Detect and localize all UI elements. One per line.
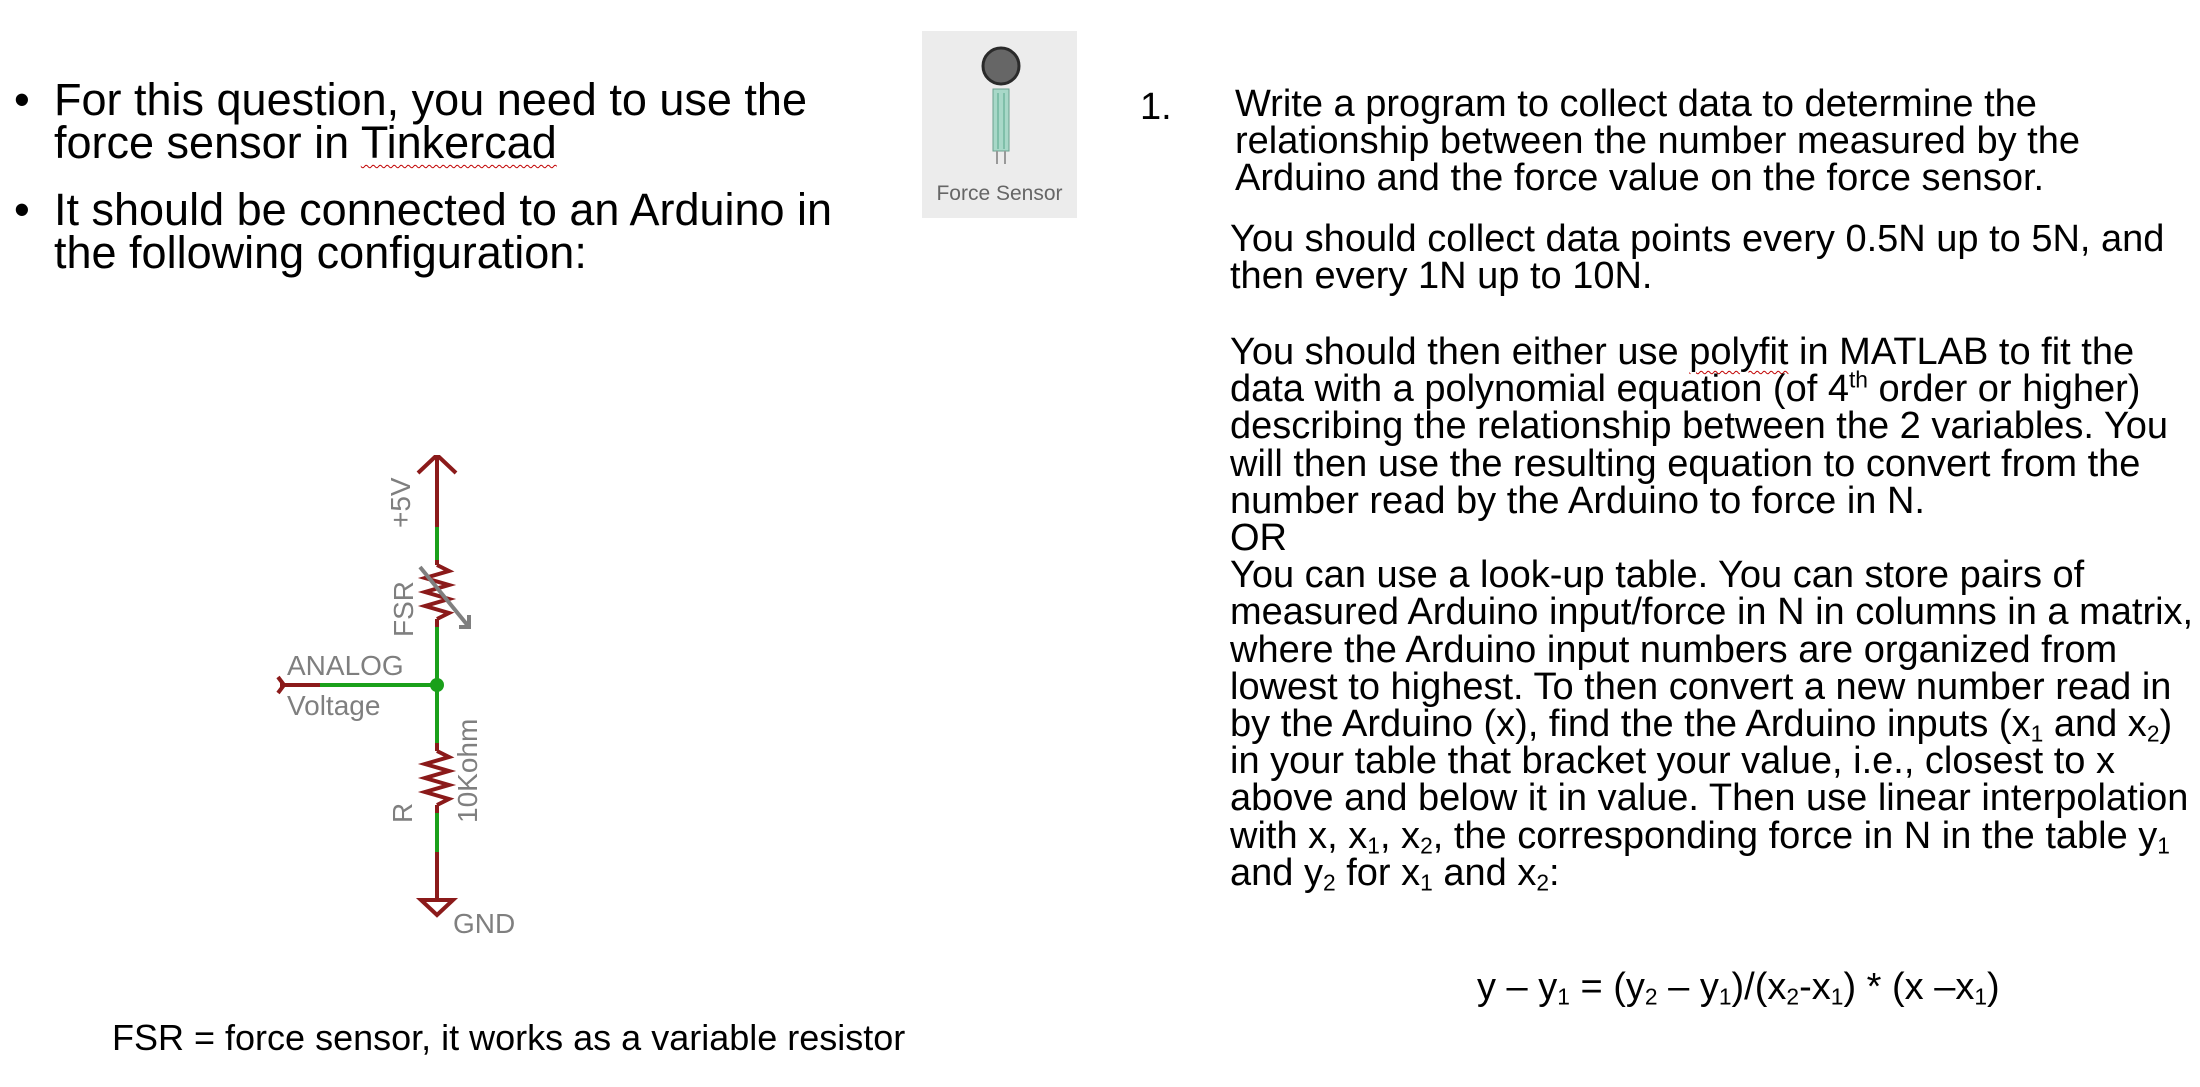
fsr-caption: FSR = force sensor, it works as a variable resistor xyxy=(112,1017,906,1058)
question-body: You should then either use polyfit in MATLAB to fit the data with a polynomial equation (of 4th order or higher) describing the relationship between the 2 variables. You will then use the resulting equation to convert from the number read by the Arduino to force in N. OR You can use a look-up table. You can store pairs of measured Arduino input/force in N in columns in a matrix, where the Arduino input numbers are organized from lowest to highest. To then convert a new number read in by the Arduino (x), find the the Arduino inputs ($x_1$ and $x_2$) in your table that bracket your value, i.e., closest to x above and below it in value. Then use linear interpolation with x, $x_1$, $x_2$, the corresponding force in N in the table $y_1$ and $y_2$ for $x_1$ and $x_2$: xyxy=(1230,331,2194,896)
interpolation-equation: $y - y_1 = (y_2 - y_1)/(x_2-x_1) * (x$ $-x_1$) xyxy=(1477,966,2000,1010)
or-separator: OR xyxy=(1230,517,1287,560)
question-number: 1. xyxy=(1140,86,1172,128)
force-sensor-icon xyxy=(922,31,1077,181)
label-gnd: GND xyxy=(453,908,516,939)
question-paragraph: You should collect data points every 0.5N up to 5N, and then every 1N up to 10N. xyxy=(1230,218,2165,298)
circuit-schematic xyxy=(260,455,580,955)
bullet-item xyxy=(12,74,892,168)
bullet-dot: • xyxy=(14,74,30,125)
fsr-resistor-icon xyxy=(425,565,449,619)
r-resistor-icon xyxy=(425,751,449,805)
polyfit-term: polyfit xyxy=(1689,331,1789,373)
label-supply: +5V xyxy=(385,477,416,528)
bullet2-text: It should be connected to an Arduino in the following configuration: xyxy=(54,184,833,278)
ground-icon xyxy=(421,900,453,915)
label-r: R xyxy=(387,802,418,823)
bullet1-text: For this question, you need to use the force sensor in xyxy=(54,74,807,168)
label-fsr: FSR xyxy=(388,581,419,637)
force-sensor-thumbnail xyxy=(922,31,1077,218)
question-intro: Write a program to collect data to determine the relationship between the number measured by the Arduino and the force value on the force sensor. xyxy=(1235,83,2080,199)
force-sensor-label: Force Sensor xyxy=(936,182,1063,205)
bullet-dot: • xyxy=(14,184,30,235)
label-voltage: Voltage xyxy=(287,690,381,721)
label-resistor-value: 10Kohm xyxy=(452,718,483,823)
label-analog: ANALOG xyxy=(287,650,404,681)
bullet-item xyxy=(12,184,892,278)
bullet1-tinkercad: Tinkercad xyxy=(360,117,557,168)
bullet-list xyxy=(12,74,892,298)
